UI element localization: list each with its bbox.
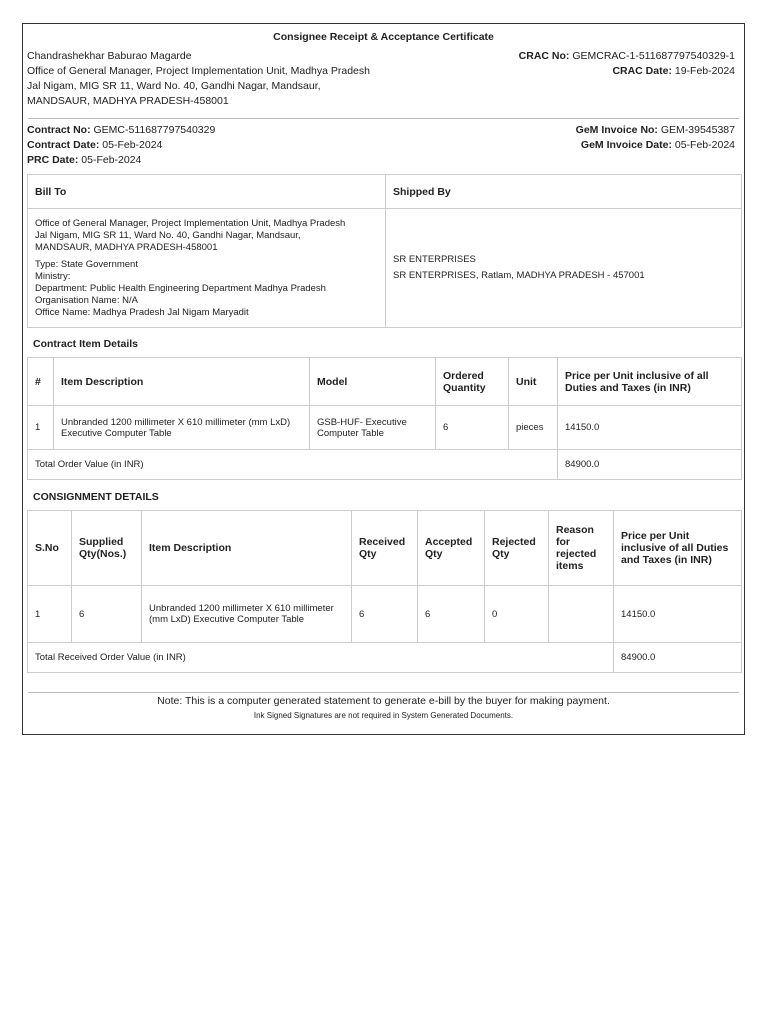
col-header: Supplied Qty(Nos.) [72,511,142,586]
document-title: Consignee Receipt & Acceptance Certificate [273,31,494,43]
col-header: Price per Unit inclusive of all Duties and Taxes (in INR) [558,358,742,406]
certificate-frame [22,23,745,735]
shipper-name: SR ENTERPRISES [393,254,476,265]
col-header: S.No [28,511,72,586]
crac-date: CRAC Date: 19-Feb-2024 [612,65,735,77]
cell-supplied-qty: 6 [72,586,142,643]
cell-sno: 1 [28,586,72,643]
consignee-address-line: Jal Nigam, MIG SR 11, Ward No. 40, Gandhi Nagar, Mandsaur, [27,80,321,92]
contract-no: Contract No: GEMC-511687797540329 [27,124,216,136]
col-header: Unit [509,358,558,406]
col-header: Item Description [54,358,310,406]
cell-description: Unbranded 1200 millimeter X 610 millimeter (mm LxD) Executive Computer Table [54,406,310,450]
col-header: Reason for rejected items [549,511,614,586]
crac-block [519,49,735,79]
cell-quantity: 6 [436,406,509,450]
col-header: Model [310,358,436,406]
consignment-title: CONSIGNMENT DETAILS [33,491,159,503]
total-row [28,450,742,480]
total-value: 84900.0 [558,450,742,480]
divider [28,118,739,119]
cell-accepted-qty: 6 [418,586,485,643]
col-header: # [28,358,54,406]
contract-block [27,123,215,168]
bill-to-office: Office Name: Madhya Pradesh Jal Nigam Maryadit [35,306,249,318]
contract-items-table [27,357,742,480]
cell-rejected-qty: 0 [485,586,549,643]
contract-date: Contract Date: 05-Feb-2024 [27,139,163,151]
bill-to-heading: Bill To [28,175,386,209]
bill-to-address-line: Office of General Manager, Project Implementation Unit, Madhya Pradesh [35,217,346,229]
cell-price: 14150.0 [614,586,742,643]
col-header: Item Description [142,511,352,586]
table-row [28,406,742,450]
bill-to-address-line: MANDSAUR, MADHYA PRADESH-458001 [35,241,218,253]
crac-no: CRAC No: GEMCRAC-1-511687797540329-1 [518,50,735,62]
bill-to-cell [28,209,386,328]
cell-reason [549,586,614,643]
bill-ship-table [27,174,742,328]
cell-received-qty: 6 [352,586,418,643]
consignee-block [27,49,370,109]
cell-index: 1 [28,406,54,450]
total-label: Total Order Value (in INR) [28,450,558,480]
consignee-address-line: Office of General Manager, Project Implementation Unit, Madhya Pradesh [27,65,370,77]
consignment-table [27,510,742,673]
divider [28,692,739,693]
col-header: Received Qty [352,511,418,586]
footer-note: Note: This is a computer generated statement to generate e-bill by the buyer for making payment. [157,695,610,707]
col-header: Rejected Qty [485,511,549,586]
bill-to-organisation: Organisation Name: N/A [35,294,138,306]
col-header: Price per Unit inclusive of all Duties and Taxes (in INR) [614,511,742,586]
total-value: 84900.0 [614,643,742,673]
prc-date: PRC Date: 05-Feb-2024 [27,154,142,166]
invoice-block [576,123,735,153]
cell-price: 14150.0 [558,406,742,450]
total-label: Total Received Order Value (in INR) [28,643,614,673]
col-header: Accepted Qty [418,511,485,586]
cell-unit: pieces [509,406,558,450]
invoice-no: GeM Invoice No: GEM-39545387 [575,124,735,136]
bill-to-address-line: Jal Nigam, MIG SR 11, Ward No. 40, Gandhi Nagar, Mandsaur, [35,229,301,241]
bill-to-type: Type: State Government [35,258,138,270]
footer-subnote: Ink Signed Signatures are not required in System Generated Documents. [253,711,514,720]
shipped-by-cell [386,209,742,328]
consignee-address-line: MANDSAUR, MADHYA PRADESH-458001 [27,95,229,107]
col-header: Ordered Quantity [436,358,509,406]
cell-description: Unbranded 1200 millimeter X 610 millimeter (mm LxD) Executive Computer Table [142,586,352,643]
shipped-by-heading: Shipped By [386,175,742,209]
consignee-name: Chandrashekhar Baburao Magarde [27,50,192,62]
invoice-date: GeM Invoice Date: 05-Feb-2024 [580,139,735,151]
table-row [28,586,742,643]
contract-items-title: Contract Item Details [33,338,139,350]
bill-to-department: Department: Public Health Engineering Department Madhya Pradesh [35,282,326,294]
cell-model: GSB-HUF- Executive Computer Table [310,406,436,450]
total-row [28,643,742,673]
shipper-address: SR ENTERPRISES, Ratlam, MADHYA PRADESH - 457001 [393,270,645,281]
bill-to-ministry: Ministry: [35,270,71,282]
